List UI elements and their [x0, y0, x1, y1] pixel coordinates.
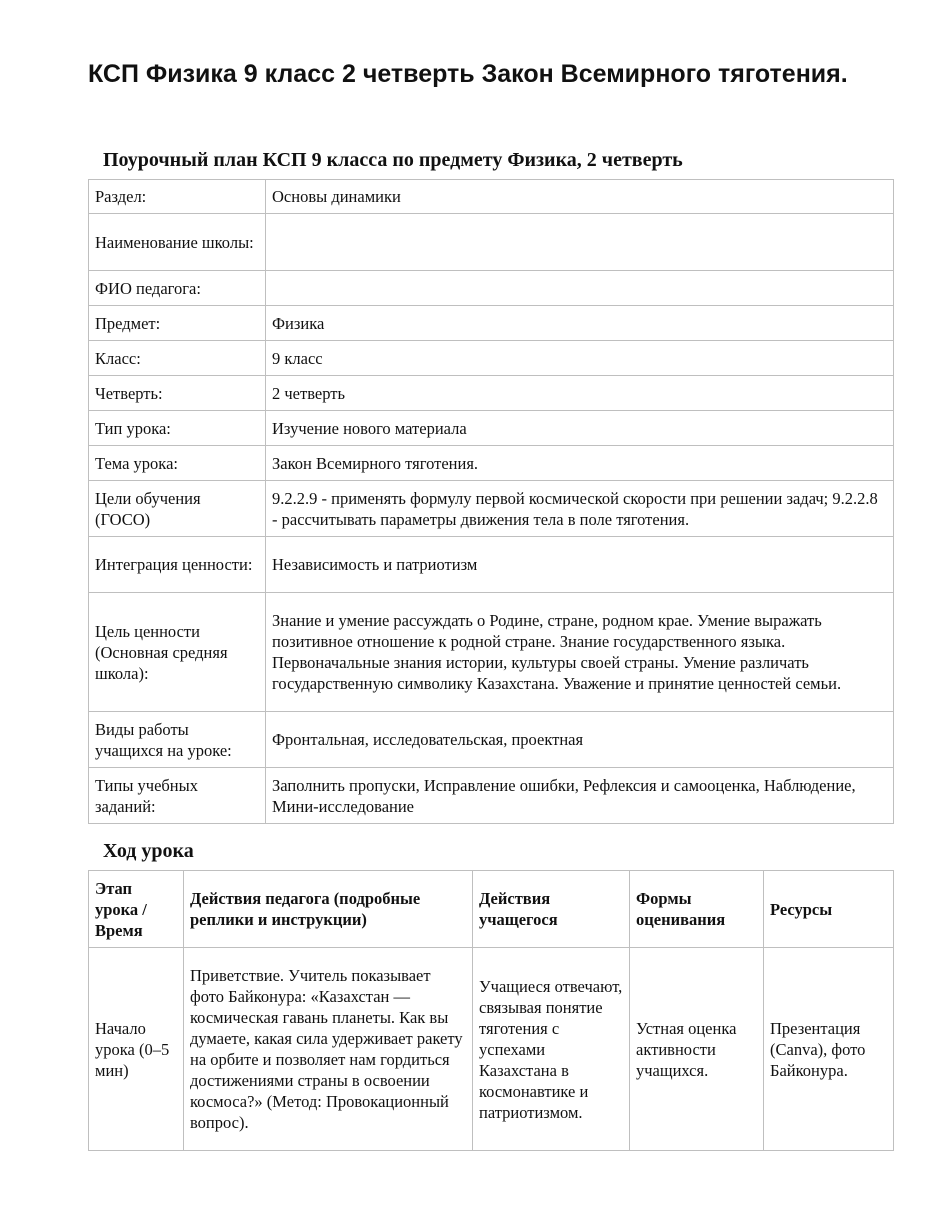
row-value: 2 четверть [266, 376, 894, 411]
table-row [89, 768, 894, 824]
table-row [89, 446, 894, 481]
row-value: 9 класс [266, 341, 894, 376]
table-row [89, 411, 894, 446]
row-value [266, 271, 894, 306]
row-label: Цели обучения (ГОСО) [89, 481, 266, 537]
document-title: КСП Физика 9 класс 2 четверть Закон Всемирного тяготения. [88, 60, 848, 88]
table-row [89, 593, 894, 712]
row-label: Класс: [89, 341, 266, 376]
row-value: Изучение нового материала [266, 411, 894, 446]
row-label: Четверть: [89, 376, 266, 411]
table-row [89, 537, 894, 593]
student-actions-cell: Учащиеся отвечают, связывая понятие тяготения с успехами Казахстана в космонавтике и патриотизмом. [473, 948, 630, 1151]
row-value: Заполнить пропуски, Исправление ошибки, Рефлексия и самооценка, Наблюдение, Мини-исследование [266, 768, 894, 824]
lesson-info-table [88, 179, 894, 824]
row-label: Раздел: [89, 180, 266, 214]
column-header-assessment: Формы оценивания [630, 871, 764, 948]
row-label: Тема урока: [89, 446, 266, 481]
row-label: Виды работы учащихся на уроке: [89, 712, 266, 768]
teacher-actions-cell: Приветствие. Учитель показывает фото Байконура: «Казахстан — космическая гавань планеты. Как вы думаете, какая сила удерживает ракету на орбите и позволяет нам гордиться достижениями страны в освоении космоса?» (Метод: Провокационный вопрос). [184, 948, 473, 1151]
row-label: Интеграция ценности: [89, 537, 266, 593]
assessment-cell: Устная оценка активности учащихся. [630, 948, 764, 1151]
lesson-flow-table [88, 870, 894, 1151]
row-value [266, 214, 894, 271]
resources-cell: Презентация (Canva), фото Байконура. [764, 948, 894, 1151]
table-row [89, 180, 894, 214]
table-row [89, 712, 894, 768]
table-row [89, 214, 894, 271]
column-header-resources: Ресурсы [764, 871, 894, 948]
plan-heading: Поурочный план КСП 9 класса по предмету Физика, 2 четверть [103, 149, 683, 171]
row-label: Цель ценности (Основная средняя школа): [89, 593, 266, 712]
stage-cell: Начало урока (0–5 мин) [89, 948, 184, 1151]
row-label: ФИО педагога: [89, 271, 266, 306]
table-row [89, 341, 894, 376]
table-header-row [89, 871, 894, 948]
row-label: Предмет: [89, 306, 266, 341]
column-header-stage: Этап урока / Время [89, 871, 184, 948]
row-value: Знание и умение рассуждать о Родине, стране, родном крае. Умение выражать позитивное отношение к родной стране. Знание государственного языка. Первоначальные знания истории, культуры своей страны. Умение различать государственную символику Казахстана. Уважение и принятие ценностей семьи. [266, 593, 894, 712]
row-label: Типы учебных заданий: [89, 768, 266, 824]
row-value: Физика [266, 306, 894, 341]
table-row [89, 376, 894, 411]
row-value: Основы динамики [266, 180, 894, 214]
column-header-teacher: Действия педагога (подробные реплики и инструкции) [184, 871, 473, 948]
lesson-heading: Ход урока [103, 840, 194, 862]
table-row [89, 948, 894, 1151]
row-label: Наименование школы: [89, 214, 266, 271]
column-header-student: Действия учащегося [473, 871, 630, 948]
table-row [89, 306, 894, 341]
row-value: 9.2.2.9 - применять формулу первой космической скорости при решении задач; 9.2.2.8 - рассчитывать параметры движения тела в поле тяготения. [266, 481, 894, 537]
table-row [89, 481, 894, 537]
table-row [89, 271, 894, 306]
row-value: Фронтальная, исследовательская, проектная [266, 712, 894, 768]
row-value: Закон Всемирного тяготения. [266, 446, 894, 481]
row-value: Независимость и патриотизм [266, 537, 894, 593]
row-label: Тип урока: [89, 411, 266, 446]
